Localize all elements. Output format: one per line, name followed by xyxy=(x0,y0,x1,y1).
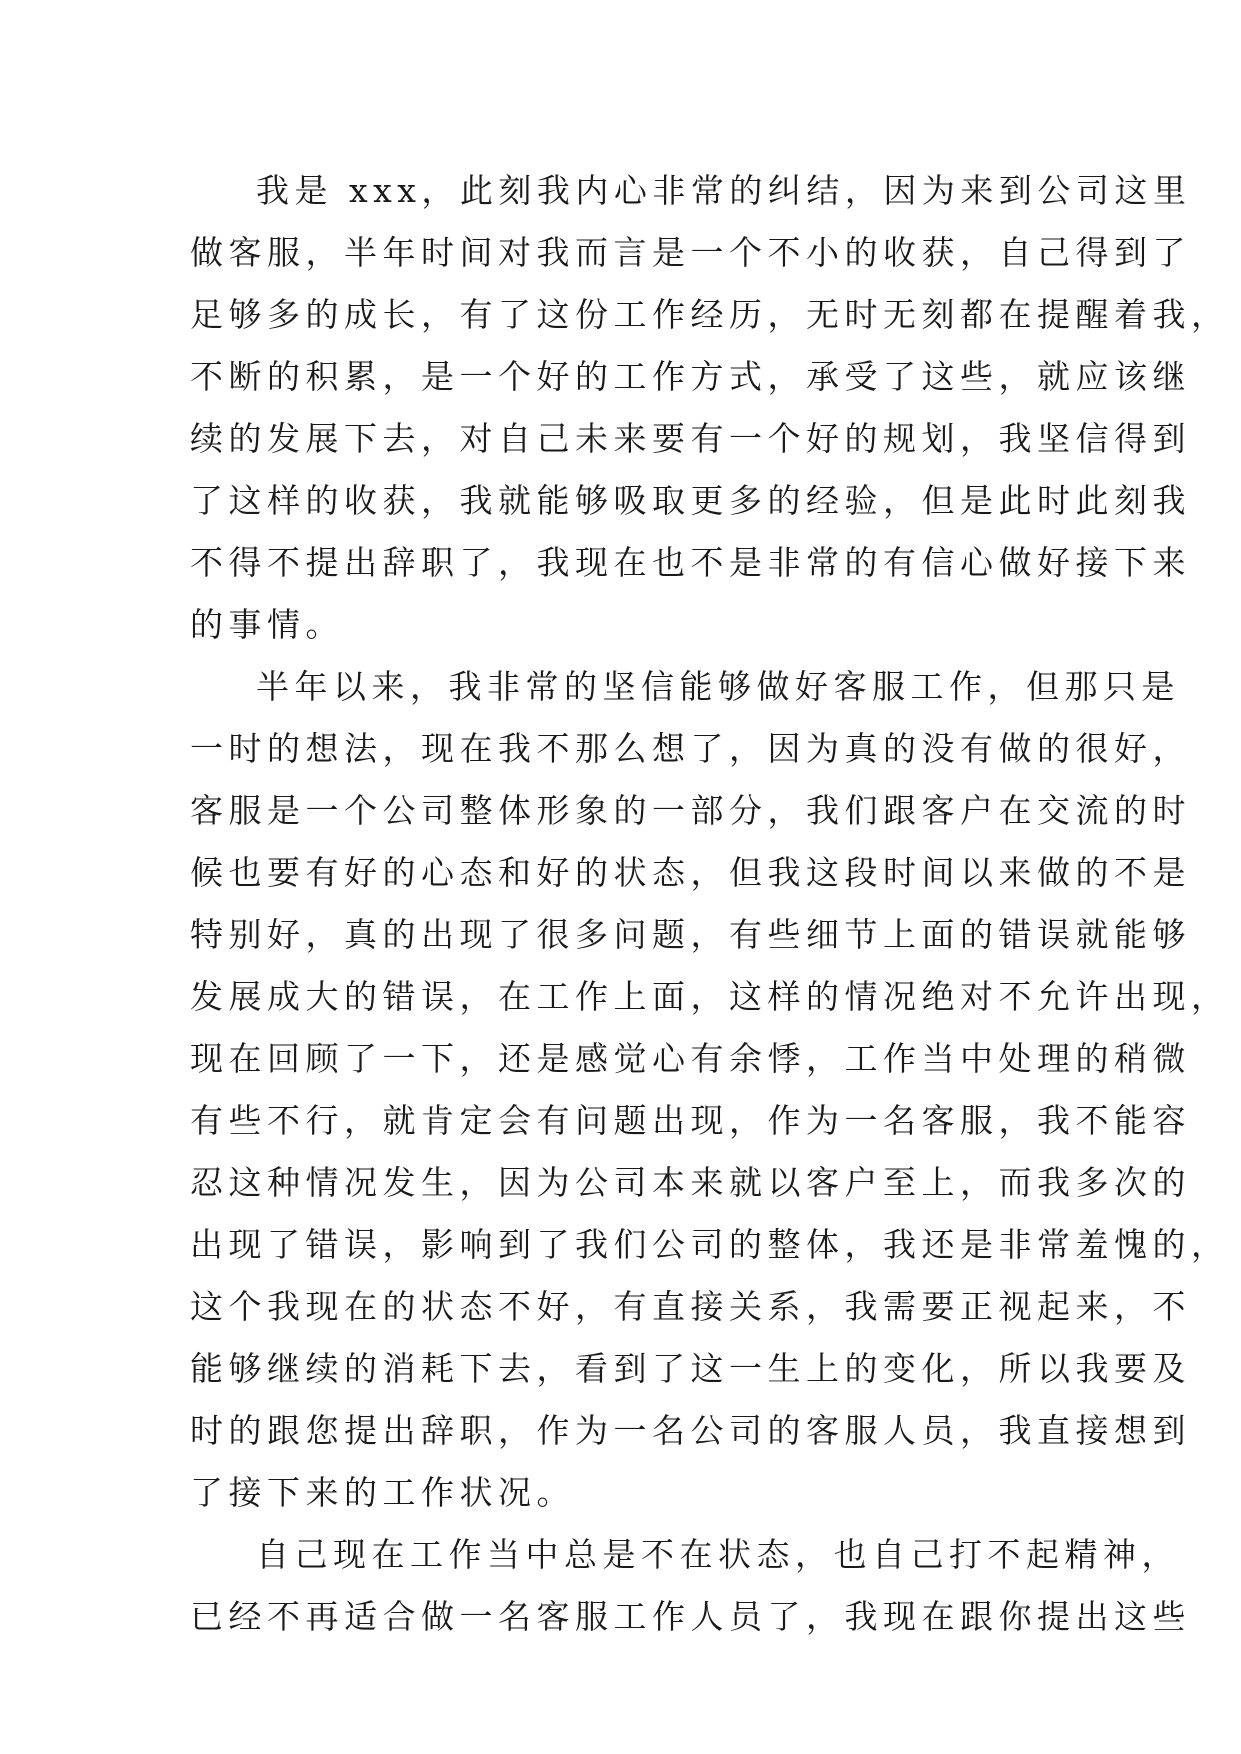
text-line: 候也要有好的心态和好的状态，但我这段时间以来做的不是 xyxy=(190,853,1191,892)
text-line: 这个我现在的状态不好，有直接关系，我需要正视起来，不 xyxy=(190,1287,1191,1326)
text-line: 了接下来的工作状况。 xyxy=(190,1473,575,1512)
text-line: 自己现在工作当中总是不在状态，也自己打不起精神， xyxy=(256,1535,1180,1574)
text-line: 不断的积累，是一个好的工作方式，承受了这些，就应该继 xyxy=(190,357,1191,396)
paragraph xyxy=(190,656,1230,1524)
paragraph xyxy=(190,160,1230,656)
text-line: 出现了错误，影响到了我们公司的整体，我还是非常羞愧的， xyxy=(190,1225,1230,1264)
text-line: 已经不再适合做一名客服工作人员了，我现在跟你提出这些 xyxy=(190,1597,1191,1636)
text-line: 做客服，半年时间对我而言是一个不小的收获，自己得到了 xyxy=(190,233,1191,272)
text-line: 了这样的收获，我就能够吸取更多的经验，但是此时此刻我 xyxy=(190,481,1191,520)
letter-body xyxy=(190,160,1230,1648)
text-line: 我是 xxx，此刻我内心非常的纠结，因为来到公司这里 xyxy=(256,171,1192,210)
text-line: 现在回顾了一下，还是感觉心有余悸，工作当中处理的稍微 xyxy=(190,1039,1191,1078)
text-line: 客服是一个公司整体形象的一部分，我们跟客户在交流的时 xyxy=(190,791,1191,830)
paragraph xyxy=(190,1524,1191,1648)
text-line: 续的发展下去，对自己未来要有一个好的规划，我坚信得到 xyxy=(190,419,1191,458)
text-line: 发展成大的错误，在工作上面，这样的情况绝对不允许出现， xyxy=(190,977,1230,1016)
text-line: 特别好，真的出现了很多问题，有些细节上面的错误就能够 xyxy=(190,915,1191,954)
text-line: 忍这种情况发生，因为公司本来就以客户至上，而我多次的 xyxy=(190,1163,1191,1202)
text-line: 不得不提出辞职了，我现在也不是非常的有信心做好接下来 xyxy=(190,543,1191,582)
text-line: 有些不行，就肯定会有问题出现，作为一名客服，我不能容 xyxy=(190,1101,1191,1140)
text-line: 能够继续的消耗下去，看到了这一生上的变化，所以我要及 xyxy=(190,1349,1191,1388)
text-line: 足够多的成长，有了这份工作经历，无时无刻都在提醒着我， xyxy=(190,295,1230,334)
text-line: 一时的想法，现在我不那么想了，因为真的没有做的很好， xyxy=(190,729,1191,768)
text-line: 半年以来，我非常的坚信能够做好客服工作，但那只是 xyxy=(256,667,1180,706)
text-line: 时的跟您提出辞职，作为一名公司的客服人员，我直接想到 xyxy=(190,1411,1191,1450)
text-line: 的事情。 xyxy=(190,605,344,644)
